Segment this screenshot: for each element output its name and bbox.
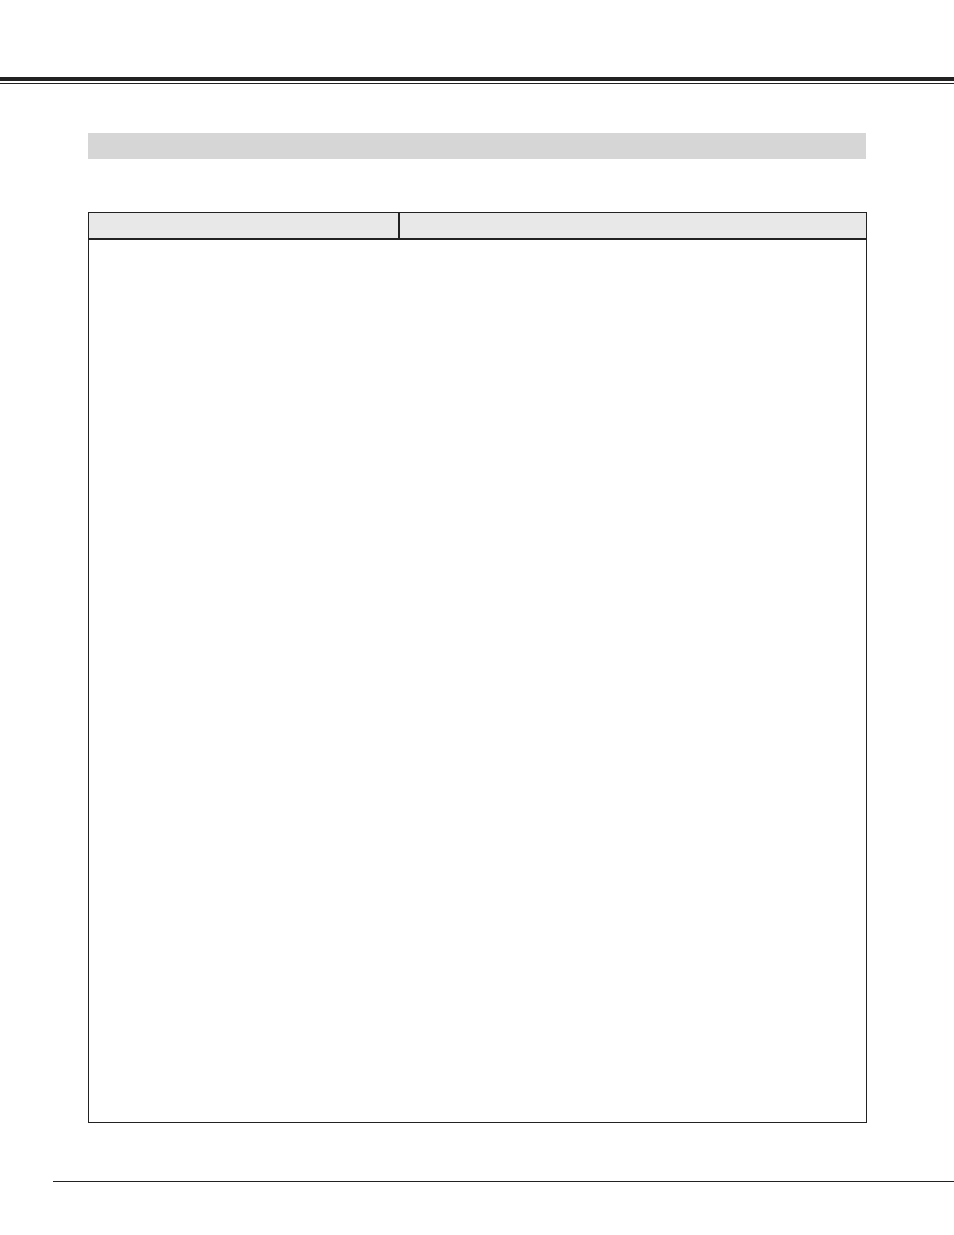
page-title xyxy=(88,133,866,159)
header-rule-thin xyxy=(0,83,954,84)
header-rule-thick xyxy=(0,77,954,81)
header-indicator xyxy=(89,213,398,238)
table-header xyxy=(89,213,866,240)
indicator-table xyxy=(88,212,867,1123)
footer-rule xyxy=(53,1181,954,1182)
header-condition xyxy=(398,213,866,238)
